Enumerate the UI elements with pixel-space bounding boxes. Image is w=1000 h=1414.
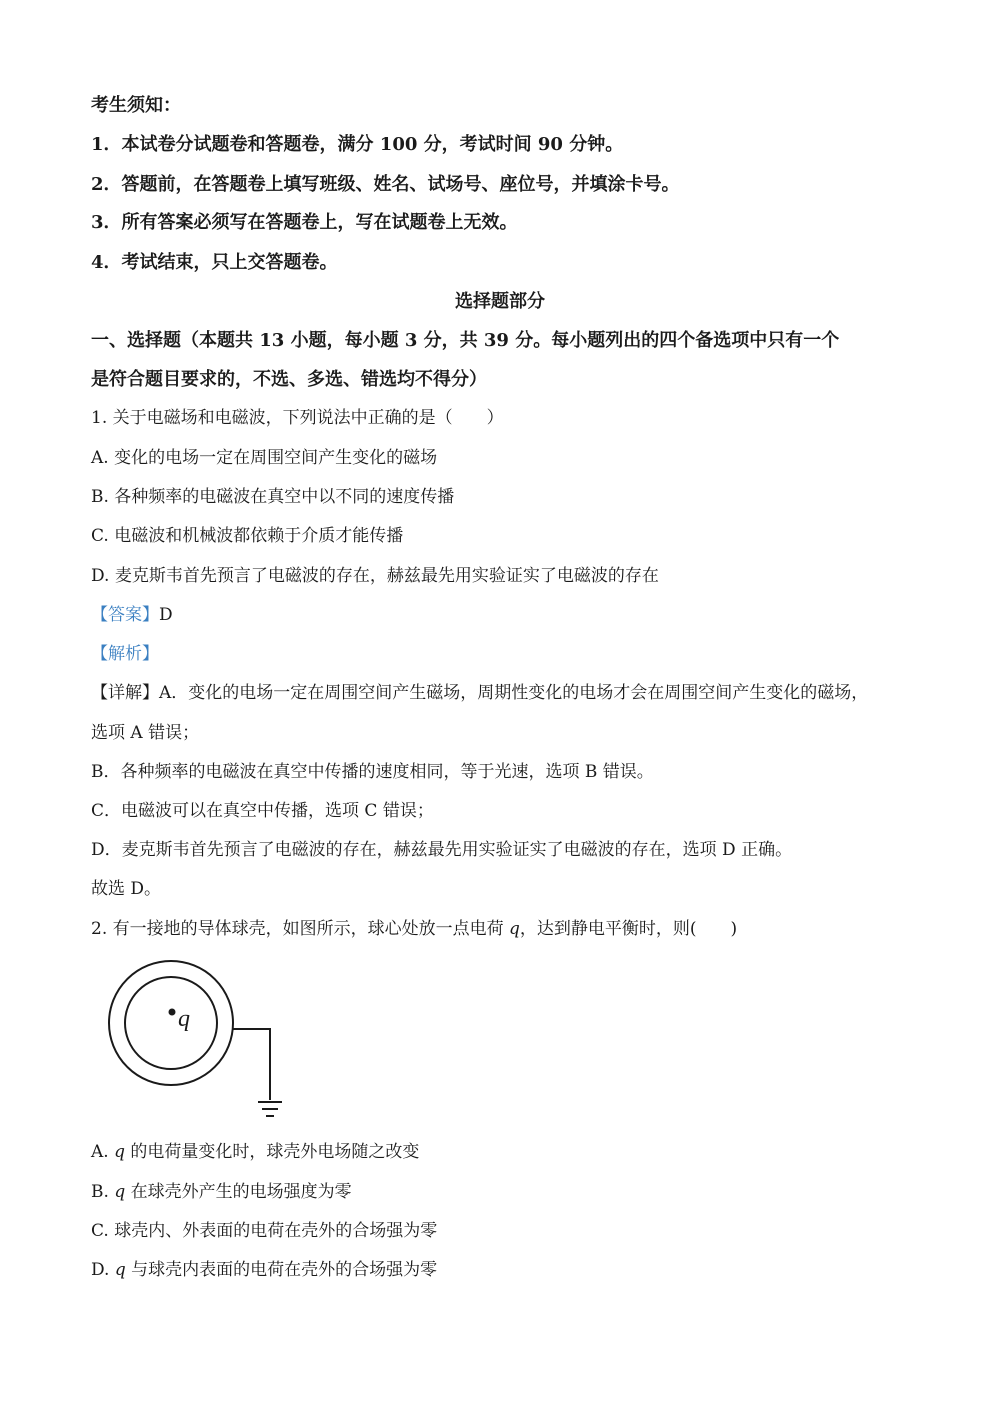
- q1-option-c: C. 电磁波和机械波都依赖于介质才能传播: [91, 526, 404, 546]
- q1-detail-line-1: 【详解】A．变化的电场一定在周围空间产生磁场，周期性变化的电场才会在周围空间产生变化的磁场，: [91, 683, 869, 703]
- q1-detail-d: D．麦克斯韦首先预言了电磁波的存在，赫兹最先用实验证实了电磁波的存在，选项 D 正确。: [91, 840, 793, 860]
- notice-heading: 考生须知：: [91, 95, 181, 116]
- q1-detail-c: C．电磁波可以在真空中传播，选项 C 错误；: [91, 801, 434, 821]
- q1-detail-b: B．各种频率的电磁波在真空中传播的速度相同，等于光速，选项 B 错误。: [91, 762, 654, 782]
- q2-option-b-prefix: B.: [91, 1182, 115, 1202]
- q2-option-d: [91, 1258, 437, 1282]
- q2-stem: [91, 917, 737, 941]
- q2-option-c: [91, 1219, 437, 1243]
- part-one-line-1: 一、选择题（本题共 13 小题，每小题 3 分，共 39 分。每小题列出的四个备选项中只有一个: [91, 330, 840, 351]
- q2-option-b: [91, 1180, 352, 1204]
- q2-stem-post: ，达到静电平衡时，则( ): [519, 919, 738, 939]
- point-charge-dot: [169, 1009, 176, 1016]
- q1-detail-line-2: 选项 A 错误；: [91, 723, 200, 743]
- q1-option-a: A. 变化的电场一定在周围空间产生变化的磁场: [91, 448, 438, 468]
- answer-value: D: [159, 605, 173, 625]
- q2-option-d-prefix: D.: [91, 1260, 115, 1280]
- q2-option-a: [91, 1140, 419, 1164]
- q1-option-d: D. 麦克斯韦首先预言了电磁波的存在，赫兹最先用实验证实了电磁波的存在: [91, 566, 659, 586]
- shell-inner-circle: [125, 977, 217, 1069]
- notice-item-4: 4．考试结束，只上交答题卷。: [91, 252, 338, 273]
- notice-item-2: 2．答题前，在答题卷上填写班级、姓名、试场号、座位号，并填涂卡号。: [91, 174, 680, 195]
- ground-wire: [233, 1029, 270, 1100]
- q2-option-d-text: 与球壳内表面的电荷在壳外的合场强为零: [125, 1260, 438, 1280]
- q2-stem-pre: 2. 有一接地的导体球壳，如图所示，球心处放一点电荷: [91, 919, 510, 939]
- answer-tag: 【答案】: [91, 605, 159, 625]
- q2-option-b-var: q: [114, 1182, 126, 1202]
- grounded-shell-figure: [100, 950, 300, 1130]
- q2-option-b-text: 在球壳外产生的电场强度为零: [125, 1182, 352, 1202]
- q1-stem: 1. 关于电磁场和电磁波，下列说法中正确的是（ ）: [91, 408, 504, 428]
- q2-option-d-var: q: [114, 1260, 126, 1280]
- notice-item-1: 1．本试卷分试题卷和答题卷，满分 100 分，考试时间 90 分钟。: [91, 134, 624, 155]
- analysis-tag: 【解析】: [91, 644, 159, 664]
- charge-label: q: [178, 1006, 190, 1032]
- q1-answer: [91, 603, 173, 627]
- q2-stem-var: q: [509, 919, 520, 939]
- q1-conclusion: 故选 D。: [91, 879, 162, 899]
- part-one-line-2: 是符合题目要求的，不选、多选、错选均不得分）: [91, 369, 487, 390]
- q2-option-a-var: q: [114, 1142, 125, 1162]
- q2-option-a-prefix: A.: [91, 1142, 115, 1162]
- shell-outer-circle: [109, 961, 233, 1085]
- notice-item-3: 3．所有答案必须写在答题卷上，写在试题卷上无效。: [91, 212, 518, 233]
- section-title: 选择题部分: [455, 291, 545, 312]
- q2-option-c-prefix: C. 球壳内、外表面的电荷在壳外的合场强为零: [91, 1221, 438, 1241]
- q2-option-a-text: 的电荷量变化时，球壳外电场随之改变: [124, 1142, 420, 1162]
- q1-option-b: B. 各种频率的电磁波在真空中以不同的速度传播: [91, 487, 455, 507]
